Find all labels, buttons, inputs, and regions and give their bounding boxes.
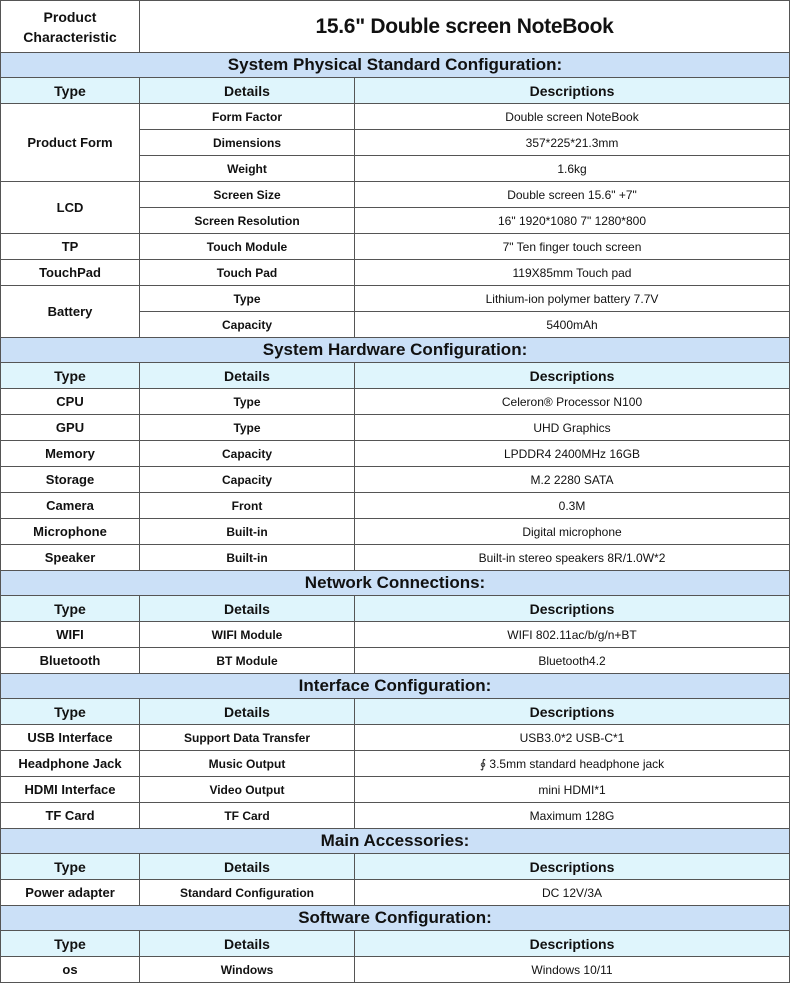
spec-description: USB3.0*2 USB-C*1 bbox=[355, 725, 790, 751]
column-header-type: Type bbox=[1, 931, 140, 957]
column-header-type: Type bbox=[1, 596, 140, 622]
spec-description: Celeron® Processor N100 bbox=[355, 389, 790, 415]
header-row bbox=[1, 1, 790, 53]
spec-type: Product Form bbox=[1, 104, 140, 182]
spec-row bbox=[1, 234, 790, 260]
spec-type: Bluetooth bbox=[1, 648, 140, 674]
spec-detail: Touch Pad bbox=[140, 260, 355, 286]
spec-description: 119X85mm Touch pad bbox=[355, 260, 790, 286]
spec-row bbox=[1, 493, 790, 519]
spec-description: 5400mAh bbox=[355, 312, 790, 338]
spec-row bbox=[1, 545, 790, 571]
product-label-line1: Product bbox=[43, 8, 97, 25]
spec-row bbox=[1, 467, 790, 493]
column-header-details: Details bbox=[140, 699, 355, 725]
spec-row bbox=[1, 182, 790, 208]
spec-type: HDMI Interface bbox=[1, 777, 140, 803]
spec-detail: BT Module bbox=[140, 648, 355, 674]
spec-row bbox=[1, 751, 790, 777]
spec-detail: Built-in bbox=[140, 545, 355, 571]
spec-type: Memory bbox=[1, 441, 140, 467]
spec-type: Storage bbox=[1, 467, 140, 493]
spec-row bbox=[1, 622, 790, 648]
spec-row bbox=[1, 519, 790, 545]
spec-detail: Support Data Transfer bbox=[140, 725, 355, 751]
column-header-row bbox=[1, 78, 790, 104]
column-header-details: Details bbox=[140, 596, 355, 622]
column-header-details: Details bbox=[140, 78, 355, 104]
section-header-row bbox=[1, 53, 790, 78]
spec-description: 1.6kg bbox=[355, 156, 790, 182]
column-header-row bbox=[1, 596, 790, 622]
section-header-row bbox=[1, 674, 790, 699]
column-header-descriptions: Descriptions bbox=[355, 78, 790, 104]
spec-row bbox=[1, 648, 790, 674]
spec-row bbox=[1, 389, 790, 415]
column-header-type: Type bbox=[1, 699, 140, 725]
spec-detail: Windows bbox=[140, 957, 355, 983]
spec-row bbox=[1, 880, 790, 906]
spec-type: Microphone bbox=[1, 519, 140, 545]
spec-description: M.2 2280 SATA bbox=[355, 467, 790, 493]
spec-detail: Capacity bbox=[140, 312, 355, 338]
column-header-descriptions: Descriptions bbox=[355, 931, 790, 957]
spec-detail: Weight bbox=[140, 156, 355, 182]
spec-type: Camera bbox=[1, 493, 140, 519]
spec-description: Built-in stereo speakers 8R/1.0W*2 bbox=[355, 545, 790, 571]
spec-row bbox=[1, 777, 790, 803]
spec-row bbox=[1, 725, 790, 751]
spec-type: Headphone Jack bbox=[1, 751, 140, 777]
spec-row bbox=[1, 441, 790, 467]
section-header-row bbox=[1, 571, 790, 596]
spec-description: Double screen 15.6" +7" bbox=[355, 182, 790, 208]
spec-description: 0.3M bbox=[355, 493, 790, 519]
spec-description: ∮ 3.5mm standard headphone jack bbox=[355, 751, 790, 777]
spec-type: TouchPad bbox=[1, 260, 140, 286]
spec-type: CPU bbox=[1, 389, 140, 415]
section-title: System Physical Standard Configuration: bbox=[1, 53, 790, 78]
spec-detail: Capacity bbox=[140, 467, 355, 493]
spec-row bbox=[1, 104, 790, 130]
spec-type: Power adapter bbox=[1, 880, 140, 906]
column-header-details: Details bbox=[140, 931, 355, 957]
spec-type: USB Interface bbox=[1, 725, 140, 751]
section-header-row bbox=[1, 829, 790, 854]
spec-detail: Type bbox=[140, 286, 355, 312]
spec-detail: Music Output bbox=[140, 751, 355, 777]
column-header-descriptions: Descriptions bbox=[355, 699, 790, 725]
spec-type: LCD bbox=[1, 182, 140, 234]
column-header-row bbox=[1, 931, 790, 957]
column-header-details: Details bbox=[140, 363, 355, 389]
spec-description: Windows 10/11 bbox=[355, 957, 790, 983]
section-header-row bbox=[1, 338, 790, 363]
column-header-descriptions: Descriptions bbox=[355, 596, 790, 622]
section-title: Main Accessories: bbox=[1, 829, 790, 854]
spec-detail: Screen Size bbox=[140, 182, 355, 208]
spec-detail: TF Card bbox=[140, 803, 355, 829]
spec-description: LPDDR4 2400MHz 16GB bbox=[355, 441, 790, 467]
spec-description: Bluetooth4.2 bbox=[355, 648, 790, 674]
spec-row bbox=[1, 260, 790, 286]
section-title: Software Configuration: bbox=[1, 906, 790, 931]
section-header-row bbox=[1, 906, 790, 931]
spec-table-body bbox=[1, 1, 790, 983]
spec-type: TP bbox=[1, 234, 140, 260]
spec-detail: Standard Configuration bbox=[140, 880, 355, 906]
section-title: System Hardware Configuration: bbox=[1, 338, 790, 363]
spec-description: mini HDMI*1 bbox=[355, 777, 790, 803]
spec-detail: Screen Resolution bbox=[140, 208, 355, 234]
spec-type: os bbox=[1, 957, 140, 983]
column-header-type: Type bbox=[1, 78, 140, 104]
spec-detail: Capacity bbox=[140, 441, 355, 467]
spec-description: 357*225*21.3mm bbox=[355, 130, 790, 156]
column-header-details: Details bbox=[140, 854, 355, 880]
spec-description: DC 12V/3A bbox=[355, 880, 790, 906]
product-characteristic-label bbox=[1, 1, 140, 53]
spec-detail: Touch Module bbox=[140, 234, 355, 260]
spec-detail: Built-in bbox=[140, 519, 355, 545]
spec-type: Battery bbox=[1, 286, 140, 338]
column-header-row bbox=[1, 854, 790, 880]
spec-type: Speaker bbox=[1, 545, 140, 571]
spec-detail: Video Output bbox=[140, 777, 355, 803]
spec-description: 16" 1920*1080 7" 1280*800 bbox=[355, 208, 790, 234]
spec-detail: Form Factor bbox=[140, 104, 355, 130]
column-header-descriptions: Descriptions bbox=[355, 363, 790, 389]
spec-row bbox=[1, 415, 790, 441]
column-header-row bbox=[1, 699, 790, 725]
spec-row bbox=[1, 957, 790, 983]
spec-type: GPU bbox=[1, 415, 140, 441]
spec-row bbox=[1, 286, 790, 312]
column-header-descriptions: Descriptions bbox=[355, 854, 790, 880]
spec-row bbox=[1, 803, 790, 829]
spec-detail: Type bbox=[140, 389, 355, 415]
spec-description: Digital microphone bbox=[355, 519, 790, 545]
spec-detail: Type bbox=[140, 415, 355, 441]
section-title: Network Connections: bbox=[1, 571, 790, 596]
column-header-type: Type bbox=[1, 363, 140, 389]
spec-description: Lithium-ion polymer battery 7.7V bbox=[355, 286, 790, 312]
spec-type: TF Card bbox=[1, 803, 140, 829]
product-title: 15.6" Double screen NoteBook bbox=[140, 1, 790, 53]
spec-detail: WIFI Module bbox=[140, 622, 355, 648]
column-header-type: Type bbox=[1, 854, 140, 880]
spec-description: 7" Ten finger touch screen bbox=[355, 234, 790, 260]
spec-description: UHD Graphics bbox=[355, 415, 790, 441]
section-title: Interface Configuration: bbox=[1, 674, 790, 699]
spec-type: WIFI bbox=[1, 622, 140, 648]
column-header-row bbox=[1, 363, 790, 389]
spec-detail: Front bbox=[140, 493, 355, 519]
spec-detail: Dimensions bbox=[140, 130, 355, 156]
spec-description: Maximum 128G bbox=[355, 803, 790, 829]
spec-description: Double screen NoteBook bbox=[355, 104, 790, 130]
product-label-line2: Characteristic bbox=[23, 28, 117, 45]
spec-description: WIFI 802.11ac/b/g/n+BT bbox=[355, 622, 790, 648]
